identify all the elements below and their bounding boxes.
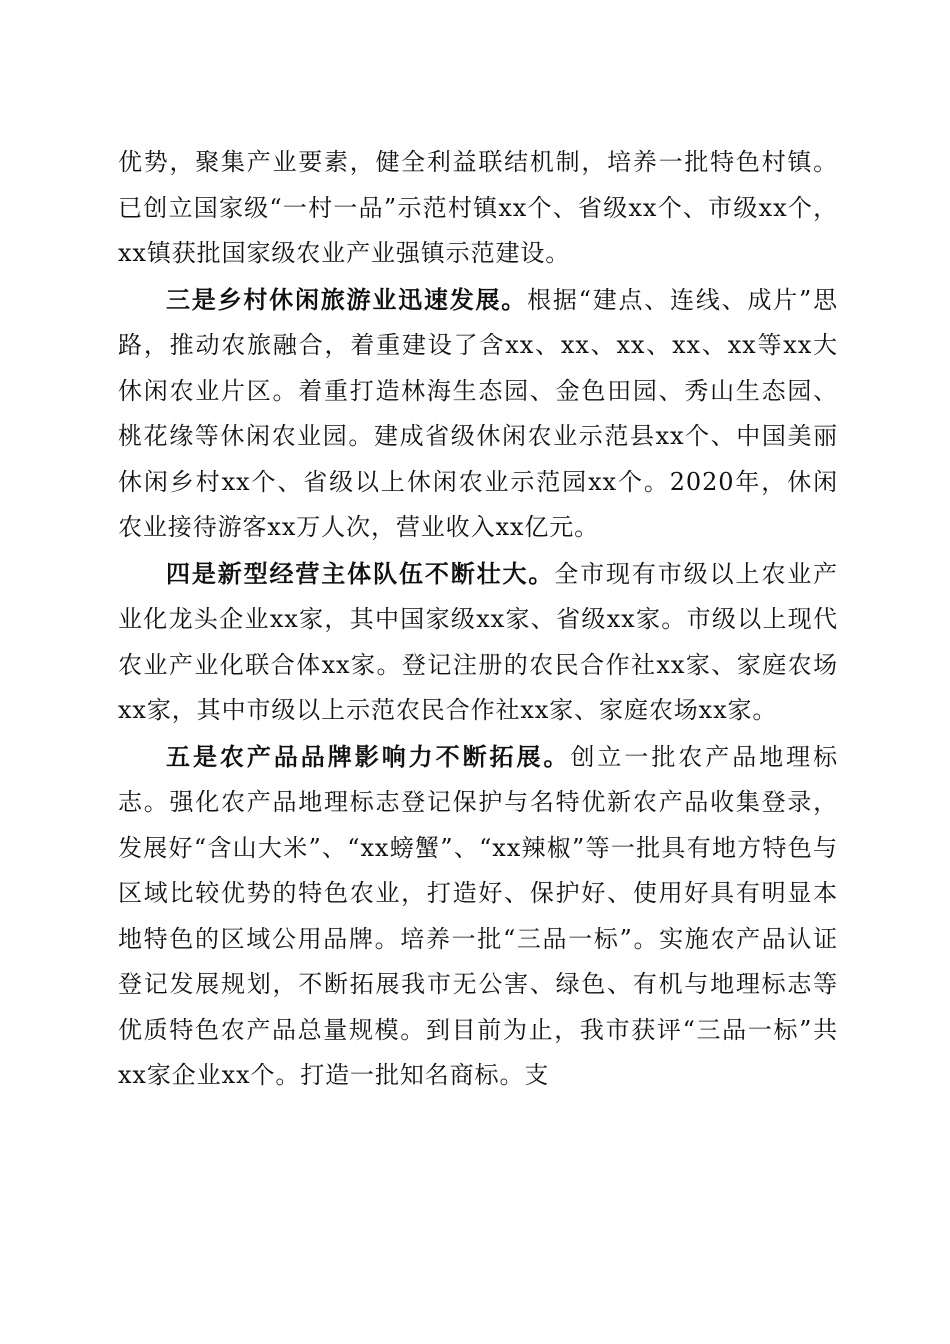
- paragraph-text: 创立一批农产品地理标志。强化农产品地理标志登记保护与名特优新农产品收集登录，发展好“含山大米”、“xx螃蟹”、“xx辣椒”等一批具有地方特色与区域比较优势的特色农业，打造好、保护好、使用好具有明显本地特色的区域公用品牌。培养一批“三品一标”。实施农产品认证登记发展规划，不断拓展我市无公害、绿色、有机与地理标志等优质特色农产品总量规模。到目前为止，我市获评“三品一标”共xx家企业xx个。打造一批知名商标。支: [118, 742, 838, 1089]
- paragraph-text: 全市现有市级以上农业产业化龙头企业xx家，其中国家级xx家、省级xx家。市级以上现代农业产业化联合体xx家。登记注册的农民合作社xx家、家庭农场xx家，其中市级以上示范农民合作社xx家、家庭农场xx家。: [118, 559, 839, 724]
- paragraph-lead: 五是农产品品牌影响力不断拓展。: [166, 741, 571, 771]
- paragraph-lead: 四是新型经营主体队伍不断壮大。: [166, 558, 555, 588]
- document-page: [118, 140, 838, 1099]
- paragraph-business-entities: [118, 551, 838, 734]
- paragraph-brand-influence: [118, 734, 838, 1099]
- paragraph-rural-tourism: [118, 277, 838, 551]
- paragraph-continuation: [118, 140, 838, 277]
- paragraph-lead: 三是乡村休闲旅游业迅速发展。: [166, 284, 528, 314]
- paragraph-text: 根据“建点、连线、成片”思路，推动农旅融合，着重建设了含xx、xx、xx、xx、xx等xx大休闲农业片区。着重打造林海生态园、金色田园、秀山生态园、桃花缘等休闲农业园。建成省级休闲农业示范县xx个、中国美丽休闲乡村xx个、省级以上休闲农业示范园xx个。2020年，休闲农业接待游客xx万人次，营业收入xx亿元。: [118, 285, 838, 541]
- paragraph-text: 优势，聚集产业要素，健全利益联结机制，培养一批特色村镇。已创立国家级“一村一品”示范村镇xx个、省级xx个、市级xx个，xx镇获批国家级农业产业强镇示范建设。: [118, 148, 838, 267]
